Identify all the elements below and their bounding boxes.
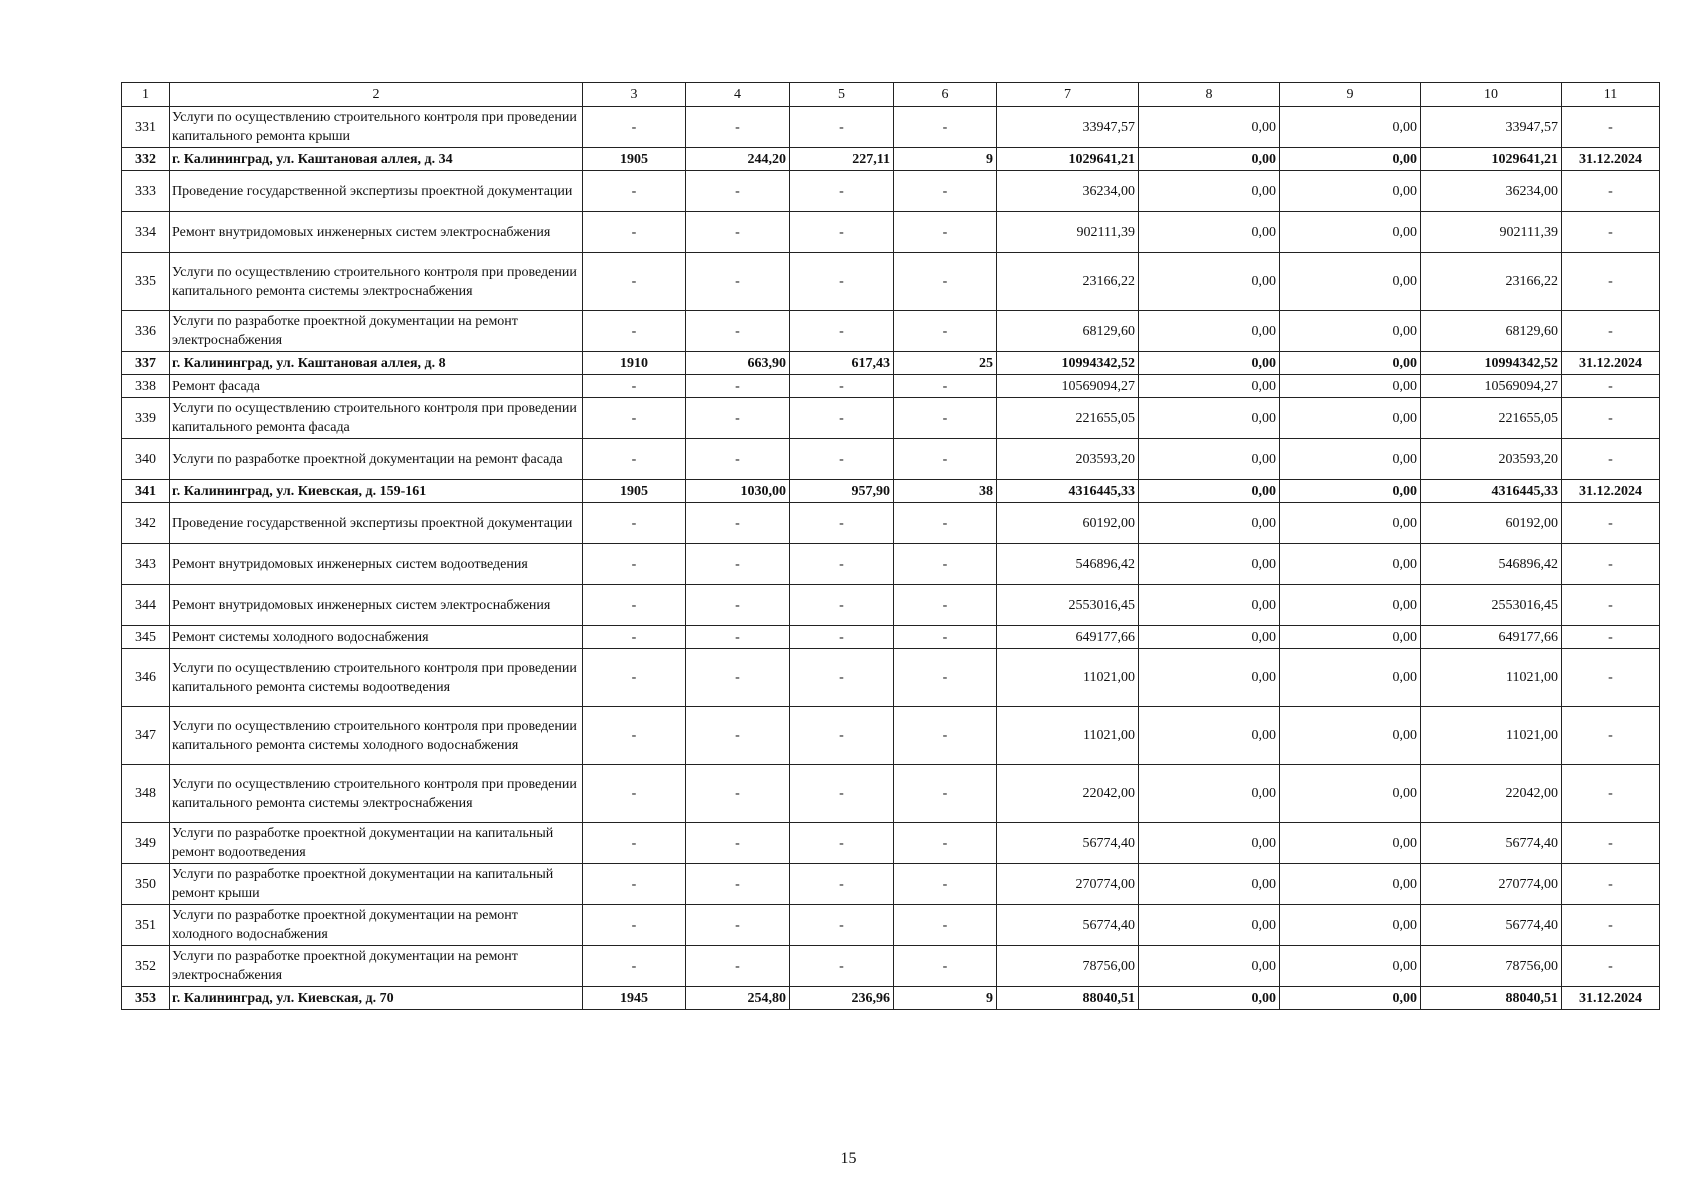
item-name-cell: Услуги по разработке проектной документации на ремонт холодного водоснабжения — [170, 905, 583, 946]
deadline-cell: 31.12.2024 — [1562, 987, 1660, 1010]
value-cell-col-9: 0,00 — [1280, 148, 1421, 171]
value-cell-col-6: - — [894, 649, 997, 707]
value-cell-col-9: 0,00 — [1280, 311, 1421, 352]
value-cell-col-10: 88040,51 — [1421, 987, 1562, 1010]
item-name-cell: г. Калининград, ул. Киевская, д. 159-161 — [170, 480, 583, 503]
work-item-row — [122, 946, 1660, 987]
column-header-3: 3 — [583, 83, 686, 107]
value-cell-col-6: - — [894, 626, 997, 649]
work-item-row — [122, 765, 1660, 823]
value-cell-col-6: - — [894, 946, 997, 987]
value-cell-col-9: 0,00 — [1280, 480, 1421, 503]
value-cell-col-10: 56774,40 — [1421, 905, 1562, 946]
value-cell-col-9: 0,00 — [1280, 626, 1421, 649]
value-cell-col-4: - — [686, 439, 790, 480]
value-cell-col-3: - — [583, 311, 686, 352]
item-name-cell: Услуги по осуществлению строительного контроля при проведении капитального ремонта фасада — [170, 398, 583, 439]
deadline-cell: - — [1562, 544, 1660, 585]
address-row — [122, 480, 1660, 503]
value-cell-col-10: 68129,60 — [1421, 311, 1562, 352]
value-cell-col-9: 0,00 — [1280, 107, 1421, 148]
value-cell-col-5: 957,90 — [790, 480, 894, 503]
column-header-2: 2 — [170, 83, 583, 107]
value-cell-col-3: - — [583, 212, 686, 253]
value-cell-col-7: 2553016,45 — [997, 585, 1139, 626]
value-cell-col-4: - — [686, 765, 790, 823]
value-cell-col-5: 617,43 — [790, 352, 894, 375]
value-cell-col-9: 0,00 — [1280, 946, 1421, 987]
value-cell-col-8: 0,00 — [1139, 823, 1280, 864]
row-number-cell: 337 — [122, 352, 170, 375]
value-cell-col-5: 227,11 — [790, 148, 894, 171]
value-cell-col-6: - — [894, 544, 997, 585]
row-number-cell: 344 — [122, 585, 170, 626]
value-cell-col-4: - — [686, 649, 790, 707]
value-cell-col-7: 221655,05 — [997, 398, 1139, 439]
item-name-cell: Ремонт фасада — [170, 375, 583, 398]
value-cell-col-7: 1029641,21 — [997, 148, 1139, 171]
value-cell-col-4: - — [686, 311, 790, 352]
value-cell-col-6: - — [894, 375, 997, 398]
value-cell-col-5: - — [790, 765, 894, 823]
value-cell-col-3: - — [583, 503, 686, 544]
value-cell-col-4: - — [686, 823, 790, 864]
work-item-row — [122, 398, 1660, 439]
deadline-cell: - — [1562, 439, 1660, 480]
work-item-row — [122, 253, 1660, 311]
value-cell-col-7: 33947,57 — [997, 107, 1139, 148]
value-cell-col-7: 4316445,33 — [997, 480, 1139, 503]
value-cell-col-6: - — [894, 905, 997, 946]
value-cell-col-7: 11021,00 — [997, 649, 1139, 707]
value-cell-col-6: - — [894, 398, 997, 439]
value-cell-col-6: - — [894, 107, 997, 148]
value-cell-col-5: - — [790, 626, 894, 649]
value-cell-col-7: 11021,00 — [997, 707, 1139, 765]
value-cell-col-4: - — [686, 905, 790, 946]
value-cell-col-5: - — [790, 544, 894, 585]
value-cell-col-7: 10994342,52 — [997, 352, 1139, 375]
value-cell-col-9: 0,00 — [1280, 352, 1421, 375]
item-name-cell: Услуги по осуществлению строительного контроля при проведении капитального ремонта системы электроснабжения — [170, 765, 583, 823]
value-cell-col-10: 203593,20 — [1421, 439, 1562, 480]
value-cell-col-7: 270774,00 — [997, 864, 1139, 905]
item-name-cell: Услуги по разработке проектной документации на капитальный ремонт водоотведения — [170, 823, 583, 864]
value-cell-col-8: 0,00 — [1139, 864, 1280, 905]
value-cell-col-6: - — [894, 503, 997, 544]
value-cell-col-6: - — [894, 585, 997, 626]
value-cell-col-4: 663,90 — [686, 352, 790, 375]
value-cell-col-4: - — [686, 398, 790, 439]
value-cell-col-7: 22042,00 — [997, 765, 1139, 823]
item-name-cell: Проведение государственной экспертизы проектной документации — [170, 171, 583, 212]
value-cell-col-5: 236,96 — [790, 987, 894, 1010]
value-cell-col-4: - — [686, 626, 790, 649]
value-cell-col-8: 0,00 — [1139, 765, 1280, 823]
value-cell-col-5: - — [790, 823, 894, 864]
value-cell-col-4: - — [686, 585, 790, 626]
deadline-cell: 31.12.2024 — [1562, 148, 1660, 171]
value-cell-col-6: - — [894, 311, 997, 352]
value-cell-col-10: 1029641,21 — [1421, 148, 1562, 171]
deadline-cell: - — [1562, 823, 1660, 864]
value-cell-col-8: 0,00 — [1139, 212, 1280, 253]
work-item-row — [122, 626, 1660, 649]
value-cell-col-7: 68129,60 — [997, 311, 1139, 352]
value-cell-col-6: 25 — [894, 352, 997, 375]
value-cell-col-10: 270774,00 — [1421, 864, 1562, 905]
row-number-cell: 347 — [122, 707, 170, 765]
deadline-cell: - — [1562, 311, 1660, 352]
address-row — [122, 987, 1660, 1010]
deadline-cell: - — [1562, 905, 1660, 946]
value-cell-col-10: 4316445,33 — [1421, 480, 1562, 503]
value-cell-col-3: - — [583, 707, 686, 765]
value-cell-col-8: 0,00 — [1139, 544, 1280, 585]
value-cell-col-8: 0,00 — [1139, 585, 1280, 626]
value-cell-col-9: 0,00 — [1280, 649, 1421, 707]
column-header-5: 5 — [790, 83, 894, 107]
deadline-cell: - — [1562, 626, 1660, 649]
value-cell-col-10: 221655,05 — [1421, 398, 1562, 439]
row-number-cell: 350 — [122, 864, 170, 905]
value-cell-col-8: 0,00 — [1139, 171, 1280, 212]
item-name-cell: Проведение государственной экспертизы проектной документации — [170, 503, 583, 544]
value-cell-col-3: - — [583, 398, 686, 439]
value-cell-col-6: - — [894, 171, 997, 212]
value-cell-col-4: - — [686, 946, 790, 987]
value-cell-col-8: 0,00 — [1139, 398, 1280, 439]
value-cell-col-5: - — [790, 864, 894, 905]
value-cell-col-3: - — [583, 864, 686, 905]
value-cell-col-10: 33947,57 — [1421, 107, 1562, 148]
value-cell-col-5: - — [790, 707, 894, 765]
value-cell-col-8: 0,00 — [1139, 503, 1280, 544]
work-item-row — [122, 864, 1660, 905]
address-row — [122, 148, 1660, 171]
value-cell-col-8: 0,00 — [1139, 439, 1280, 480]
deadline-cell: 31.12.2024 — [1562, 480, 1660, 503]
value-cell-col-10: 2553016,45 — [1421, 585, 1562, 626]
deadline-cell: - — [1562, 107, 1660, 148]
value-cell-col-8: 0,00 — [1139, 148, 1280, 171]
value-cell-col-6: - — [894, 823, 997, 864]
value-cell-col-6: 38 — [894, 480, 997, 503]
value-cell-col-7: 60192,00 — [997, 503, 1139, 544]
value-cell-col-4: - — [686, 503, 790, 544]
value-cell-col-3: - — [583, 649, 686, 707]
address-row — [122, 352, 1660, 375]
value-cell-col-9: 0,00 — [1280, 987, 1421, 1010]
value-cell-col-5: - — [790, 585, 894, 626]
value-cell-col-3: - — [583, 765, 686, 823]
value-cell-col-3: 1945 — [583, 987, 686, 1010]
work-item-row — [122, 212, 1660, 253]
value-cell-col-4: 244,20 — [686, 148, 790, 171]
value-cell-col-10: 649177,66 — [1421, 626, 1562, 649]
value-cell-col-9: 0,00 — [1280, 544, 1421, 585]
value-cell-col-4: - — [686, 171, 790, 212]
value-cell-col-8: 0,00 — [1139, 626, 1280, 649]
item-name-cell: Ремонт внутридомовых инженерных систем водоотведения — [170, 544, 583, 585]
value-cell-col-7: 56774,40 — [997, 905, 1139, 946]
item-name-cell: г. Калининград, ул. Каштановая аллея, д. 8 — [170, 352, 583, 375]
work-item-row — [122, 823, 1660, 864]
column-header-4: 4 — [686, 83, 790, 107]
row-number-cell: 351 — [122, 905, 170, 946]
work-item-row — [122, 544, 1660, 585]
deadline-cell: - — [1562, 253, 1660, 311]
value-cell-col-7: 203593,20 — [997, 439, 1139, 480]
value-cell-col-9: 0,00 — [1280, 439, 1421, 480]
work-item-row — [122, 585, 1660, 626]
row-number-cell: 338 — [122, 375, 170, 398]
row-number-cell: 342 — [122, 503, 170, 544]
value-cell-col-8: 0,00 — [1139, 987, 1280, 1010]
value-cell-col-8: 0,00 — [1139, 905, 1280, 946]
value-cell-col-10: 546896,42 — [1421, 544, 1562, 585]
work-item-row — [122, 107, 1660, 148]
value-cell-col-10: 11021,00 — [1421, 649, 1562, 707]
value-cell-col-7: 88040,51 — [997, 987, 1139, 1010]
value-cell-col-9: 0,00 — [1280, 905, 1421, 946]
row-number-cell: 339 — [122, 398, 170, 439]
value-cell-col-4: - — [686, 107, 790, 148]
value-cell-col-3: - — [583, 375, 686, 398]
value-cell-col-3: - — [583, 544, 686, 585]
value-cell-col-7: 36234,00 — [997, 171, 1139, 212]
deadline-cell: - — [1562, 171, 1660, 212]
value-cell-col-9: 0,00 — [1280, 212, 1421, 253]
value-cell-col-4: 254,80 — [686, 987, 790, 1010]
row-number-cell: 332 — [122, 148, 170, 171]
item-name-cell: г. Калининград, ул. Каштановая аллея, д. 34 — [170, 148, 583, 171]
column-header-11: 11 — [1562, 83, 1660, 107]
value-cell-col-3: - — [583, 905, 686, 946]
header-row — [122, 83, 1660, 107]
deadline-cell: - — [1562, 585, 1660, 626]
value-cell-col-7: 649177,66 — [997, 626, 1139, 649]
item-name-cell: Ремонт системы холодного водоснабжения — [170, 626, 583, 649]
value-cell-col-5: - — [790, 311, 894, 352]
item-name-cell: Ремонт внутридомовых инженерных систем электроснабжения — [170, 585, 583, 626]
value-cell-col-8: 0,00 — [1139, 946, 1280, 987]
value-cell-col-8: 0,00 — [1139, 480, 1280, 503]
work-item-row — [122, 503, 1660, 544]
work-item-row — [122, 439, 1660, 480]
row-number-cell: 348 — [122, 765, 170, 823]
value-cell-col-6: 9 — [894, 148, 997, 171]
deadline-cell: - — [1562, 864, 1660, 905]
value-cell-col-3: - — [583, 253, 686, 311]
row-number-cell: 334 — [122, 212, 170, 253]
row-number-cell: 346 — [122, 649, 170, 707]
value-cell-col-6: - — [894, 253, 997, 311]
value-cell-col-10: 36234,00 — [1421, 171, 1562, 212]
column-header-10: 10 — [1421, 83, 1562, 107]
value-cell-col-8: 0,00 — [1139, 311, 1280, 352]
work-item-row — [122, 707, 1660, 765]
item-name-cell: Услуги по осуществлению строительного контроля при проведении капитального ремонта системы электроснабжения — [170, 253, 583, 311]
value-cell-col-3: - — [583, 626, 686, 649]
value-cell-col-10: 902111,39 — [1421, 212, 1562, 253]
value-cell-col-10: 10569094,27 — [1421, 375, 1562, 398]
value-cell-col-5: - — [790, 107, 894, 148]
value-cell-col-4: 1030,00 — [686, 480, 790, 503]
value-cell-col-3: - — [583, 823, 686, 864]
value-cell-col-5: - — [790, 946, 894, 987]
column-header-8: 8 — [1139, 83, 1280, 107]
register-table — [121, 82, 1660, 1010]
value-cell-col-10: 11021,00 — [1421, 707, 1562, 765]
row-number-cell: 353 — [122, 987, 170, 1010]
item-name-cell: Услуги по разработке проектной документации на ремонт фасада — [170, 439, 583, 480]
row-number-cell: 341 — [122, 480, 170, 503]
value-cell-col-3: - — [583, 946, 686, 987]
value-cell-col-8: 0,00 — [1139, 707, 1280, 765]
value-cell-col-10: 56774,40 — [1421, 823, 1562, 864]
page-number: 15 — [840, 1150, 857, 1167]
value-cell-col-3: - — [583, 107, 686, 148]
work-item-row — [122, 649, 1660, 707]
value-cell-col-6: - — [894, 212, 997, 253]
work-item-row — [122, 375, 1660, 398]
value-cell-col-6: - — [894, 439, 997, 480]
value-cell-col-6: - — [894, 765, 997, 823]
column-header-6: 6 — [894, 83, 997, 107]
value-cell-col-9: 0,00 — [1280, 503, 1421, 544]
value-cell-col-6: 9 — [894, 987, 997, 1010]
value-cell-col-10: 22042,00 — [1421, 765, 1562, 823]
value-cell-col-7: 546896,42 — [997, 544, 1139, 585]
table-body — [122, 107, 1660, 1010]
value-cell-col-4: - — [686, 544, 790, 585]
value-cell-col-3: - — [583, 585, 686, 626]
value-cell-col-6: - — [894, 864, 997, 905]
value-cell-col-3: 1905 — [583, 480, 686, 503]
deadline-cell: - — [1562, 765, 1660, 823]
value-cell-col-5: - — [790, 398, 894, 439]
value-cell-col-4: - — [686, 253, 790, 311]
value-cell-col-3: 1910 — [583, 352, 686, 375]
value-cell-col-10: 10994342,52 — [1421, 352, 1562, 375]
work-item-row — [122, 311, 1660, 352]
work-item-row — [122, 171, 1660, 212]
value-cell-col-7: 78756,00 — [997, 946, 1139, 987]
value-cell-col-4: - — [686, 375, 790, 398]
value-cell-col-5: - — [790, 439, 894, 480]
deadline-cell: 31.12.2024 — [1562, 352, 1660, 375]
work-item-row — [122, 905, 1660, 946]
value-cell-col-7: 10569094,27 — [997, 375, 1139, 398]
value-cell-col-9: 0,00 — [1280, 823, 1421, 864]
value-cell-col-9: 0,00 — [1280, 253, 1421, 311]
value-cell-col-9: 0,00 — [1280, 375, 1421, 398]
value-cell-col-3: - — [583, 171, 686, 212]
value-cell-col-5: - — [790, 905, 894, 946]
value-cell-col-5: - — [790, 649, 894, 707]
value-cell-col-3: 1905 — [583, 148, 686, 171]
row-number-cell: 331 — [122, 107, 170, 148]
item-name-cell: Услуги по осуществлению строительного контроля при проведении капитального ремонта крыши — [170, 107, 583, 148]
value-cell-col-10: 23166,22 — [1421, 253, 1562, 311]
value-cell-col-9: 0,00 — [1280, 765, 1421, 823]
value-cell-col-7: 23166,22 — [997, 253, 1139, 311]
column-header-7: 7 — [997, 83, 1139, 107]
value-cell-col-6: - — [894, 707, 997, 765]
item-name-cell: г. Калининград, ул. Киевская, д. 70 — [170, 987, 583, 1010]
value-cell-col-9: 0,00 — [1280, 585, 1421, 626]
value-cell-col-9: 0,00 — [1280, 707, 1421, 765]
deadline-cell: - — [1562, 398, 1660, 439]
row-number-cell: 340 — [122, 439, 170, 480]
value-cell-col-4: - — [686, 707, 790, 765]
column-header-9: 9 — [1280, 83, 1421, 107]
value-cell-col-8: 0,00 — [1139, 107, 1280, 148]
item-name-cell: Услуги по разработке проектной документации на капитальный ремонт крыши — [170, 864, 583, 905]
value-cell-col-5: - — [790, 375, 894, 398]
value-cell-col-5: - — [790, 212, 894, 253]
row-number-cell: 349 — [122, 823, 170, 864]
item-name-cell: Услуги по разработке проектной документации на ремонт электроснабжения — [170, 946, 583, 987]
deadline-cell: - — [1562, 707, 1660, 765]
value-cell-col-3: - — [583, 439, 686, 480]
item-name-cell: Услуги по осуществлению строительного контроля при проведении капитального ремонта системы водоотведения — [170, 649, 583, 707]
deadline-cell: - — [1562, 212, 1660, 253]
value-cell-col-4: - — [686, 864, 790, 905]
item-name-cell: Услуги по разработке проектной документации на ремонт электроснабжения — [170, 311, 583, 352]
deadline-cell: - — [1562, 946, 1660, 987]
row-number-cell: 336 — [122, 311, 170, 352]
value-cell-col-7: 902111,39 — [997, 212, 1139, 253]
value-cell-col-5: - — [790, 253, 894, 311]
row-number-cell: 343 — [122, 544, 170, 585]
item-name-cell: Услуги по осуществлению строительного контроля при проведении капитального ремонта системы холодного водоснабжения — [170, 707, 583, 765]
value-cell-col-10: 60192,00 — [1421, 503, 1562, 544]
value-cell-col-8: 0,00 — [1139, 649, 1280, 707]
row-number-cell: 333 — [122, 171, 170, 212]
value-cell-col-5: - — [790, 503, 894, 544]
value-cell-col-8: 0,00 — [1139, 253, 1280, 311]
value-cell-col-8: 0,00 — [1139, 375, 1280, 398]
row-number-cell: 335 — [122, 253, 170, 311]
deadline-cell: - — [1562, 375, 1660, 398]
value-cell-col-4: - — [686, 212, 790, 253]
deadline-cell: - — [1562, 503, 1660, 544]
row-number-cell: 352 — [122, 946, 170, 987]
deadline-cell: - — [1562, 649, 1660, 707]
value-cell-col-9: 0,00 — [1280, 171, 1421, 212]
column-header-1: 1 — [122, 83, 170, 107]
row-number-cell: 345 — [122, 626, 170, 649]
value-cell-col-7: 56774,40 — [997, 823, 1139, 864]
item-name-cell: Ремонт внутридомовых инженерных систем электроснабжения — [170, 212, 583, 253]
value-cell-col-5: - — [790, 171, 894, 212]
value-cell-col-8: 0,00 — [1139, 352, 1280, 375]
value-cell-col-9: 0,00 — [1280, 398, 1421, 439]
value-cell-col-9: 0,00 — [1280, 864, 1421, 905]
value-cell-col-10: 78756,00 — [1421, 946, 1562, 987]
